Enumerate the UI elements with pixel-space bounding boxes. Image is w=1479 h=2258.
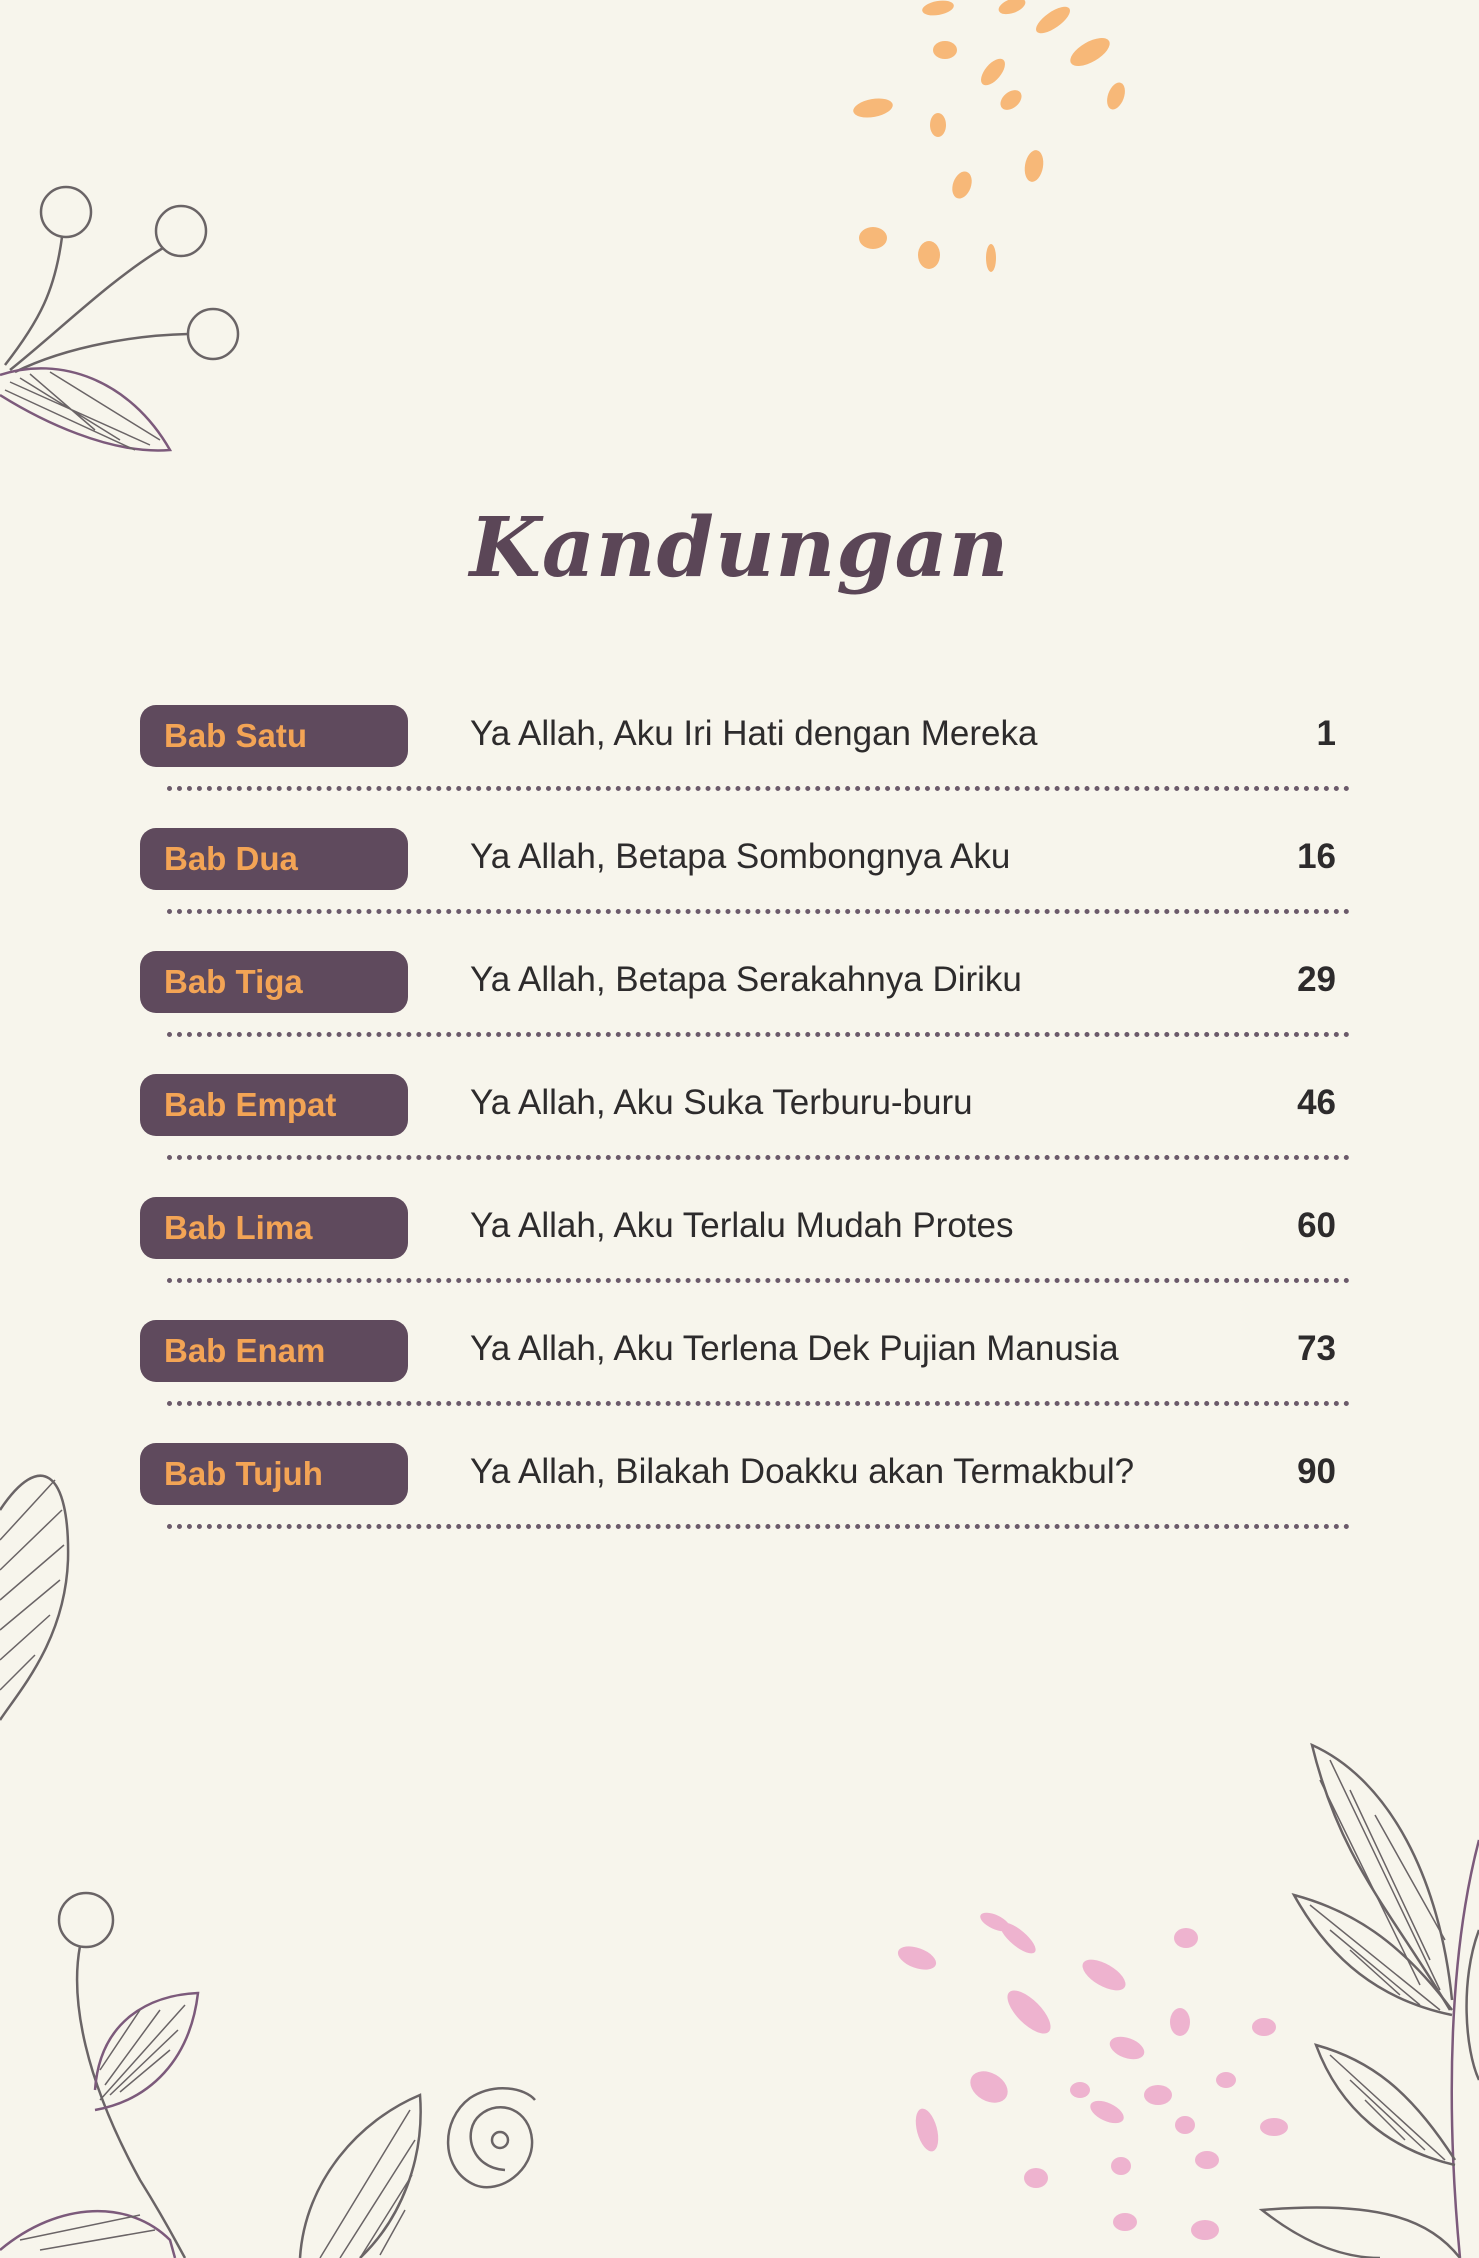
leaf-branch-decoration xyxy=(0,1893,421,2258)
berry-branch-icon xyxy=(0,187,238,450)
dotted-divider xyxy=(167,1278,1350,1283)
toc-row-6[interactable] xyxy=(140,1315,1350,1438)
spiral-icon xyxy=(448,2088,535,2187)
chapter-title: Ya Allah, Aku Terlena Dek Pujian Manusia xyxy=(470,1329,1119,1368)
chapter-title: Ya Allah, Aku Terlalu Mudah Protes xyxy=(470,1206,1014,1245)
chapter-badge: Bab Dua xyxy=(140,828,408,890)
dotted-divider xyxy=(167,1401,1350,1406)
chapter-title: Ya Allah, Betapa Sombongnya Aku xyxy=(470,837,1011,876)
chapter-page-number: 90 xyxy=(1297,1452,1336,1491)
toc-row-5[interactable] xyxy=(140,1192,1350,1315)
page-title: Kandungan xyxy=(469,500,1010,596)
pink-dots-decoration xyxy=(895,1909,1288,2240)
leaf-icon xyxy=(0,1476,68,1720)
dotted-divider xyxy=(167,786,1350,791)
chapter-badge: Bab Enam xyxy=(140,1320,408,1382)
chapter-badge: Bab Tujuh xyxy=(140,1443,408,1505)
chapter-page-number: 1 xyxy=(1316,714,1336,753)
chapter-title: Ya Allah, Aku Suka Terburu-buru xyxy=(470,1083,973,1122)
toc-row-1[interactable] xyxy=(140,700,1350,823)
toc-row-3[interactable] xyxy=(140,946,1350,1069)
chapter-badge: Bab Satu xyxy=(140,705,408,767)
chapter-page-number: 29 xyxy=(1297,960,1336,999)
chapter-title: Ya Allah, Aku Iri Hati dengan Mereka xyxy=(470,714,1038,753)
chapter-badge: Bab Empat xyxy=(140,1074,408,1136)
dotted-divider xyxy=(167,1155,1350,1160)
dotted-divider xyxy=(167,1524,1350,1529)
chapter-page-number: 16 xyxy=(1297,837,1336,876)
leaf-branch-right-decoration xyxy=(1262,1745,1479,2258)
chapter-title: Ya Allah, Bilakah Doakku akan Termakbul? xyxy=(470,1452,1135,1491)
dotted-divider xyxy=(167,909,1350,914)
chapter-badge: Bab Lima xyxy=(140,1197,408,1259)
chapter-badge: Bab Tiga xyxy=(140,951,408,1013)
toc-row-2[interactable] xyxy=(140,823,1350,946)
chapter-page-number: 73 xyxy=(1297,1329,1336,1368)
chapter-title: Ya Allah, Betapa Serakahnya Diriku xyxy=(470,960,1022,999)
toc-row-4[interactable] xyxy=(140,1069,1350,1192)
chapter-page-number: 46 xyxy=(1297,1083,1336,1122)
table-of-contents xyxy=(140,700,1350,1561)
orange-dots-decoration xyxy=(852,0,1129,272)
dotted-divider xyxy=(167,1032,1350,1037)
toc-row-7[interactable] xyxy=(140,1438,1350,1561)
chapter-page-number: 60 xyxy=(1297,1206,1336,1245)
